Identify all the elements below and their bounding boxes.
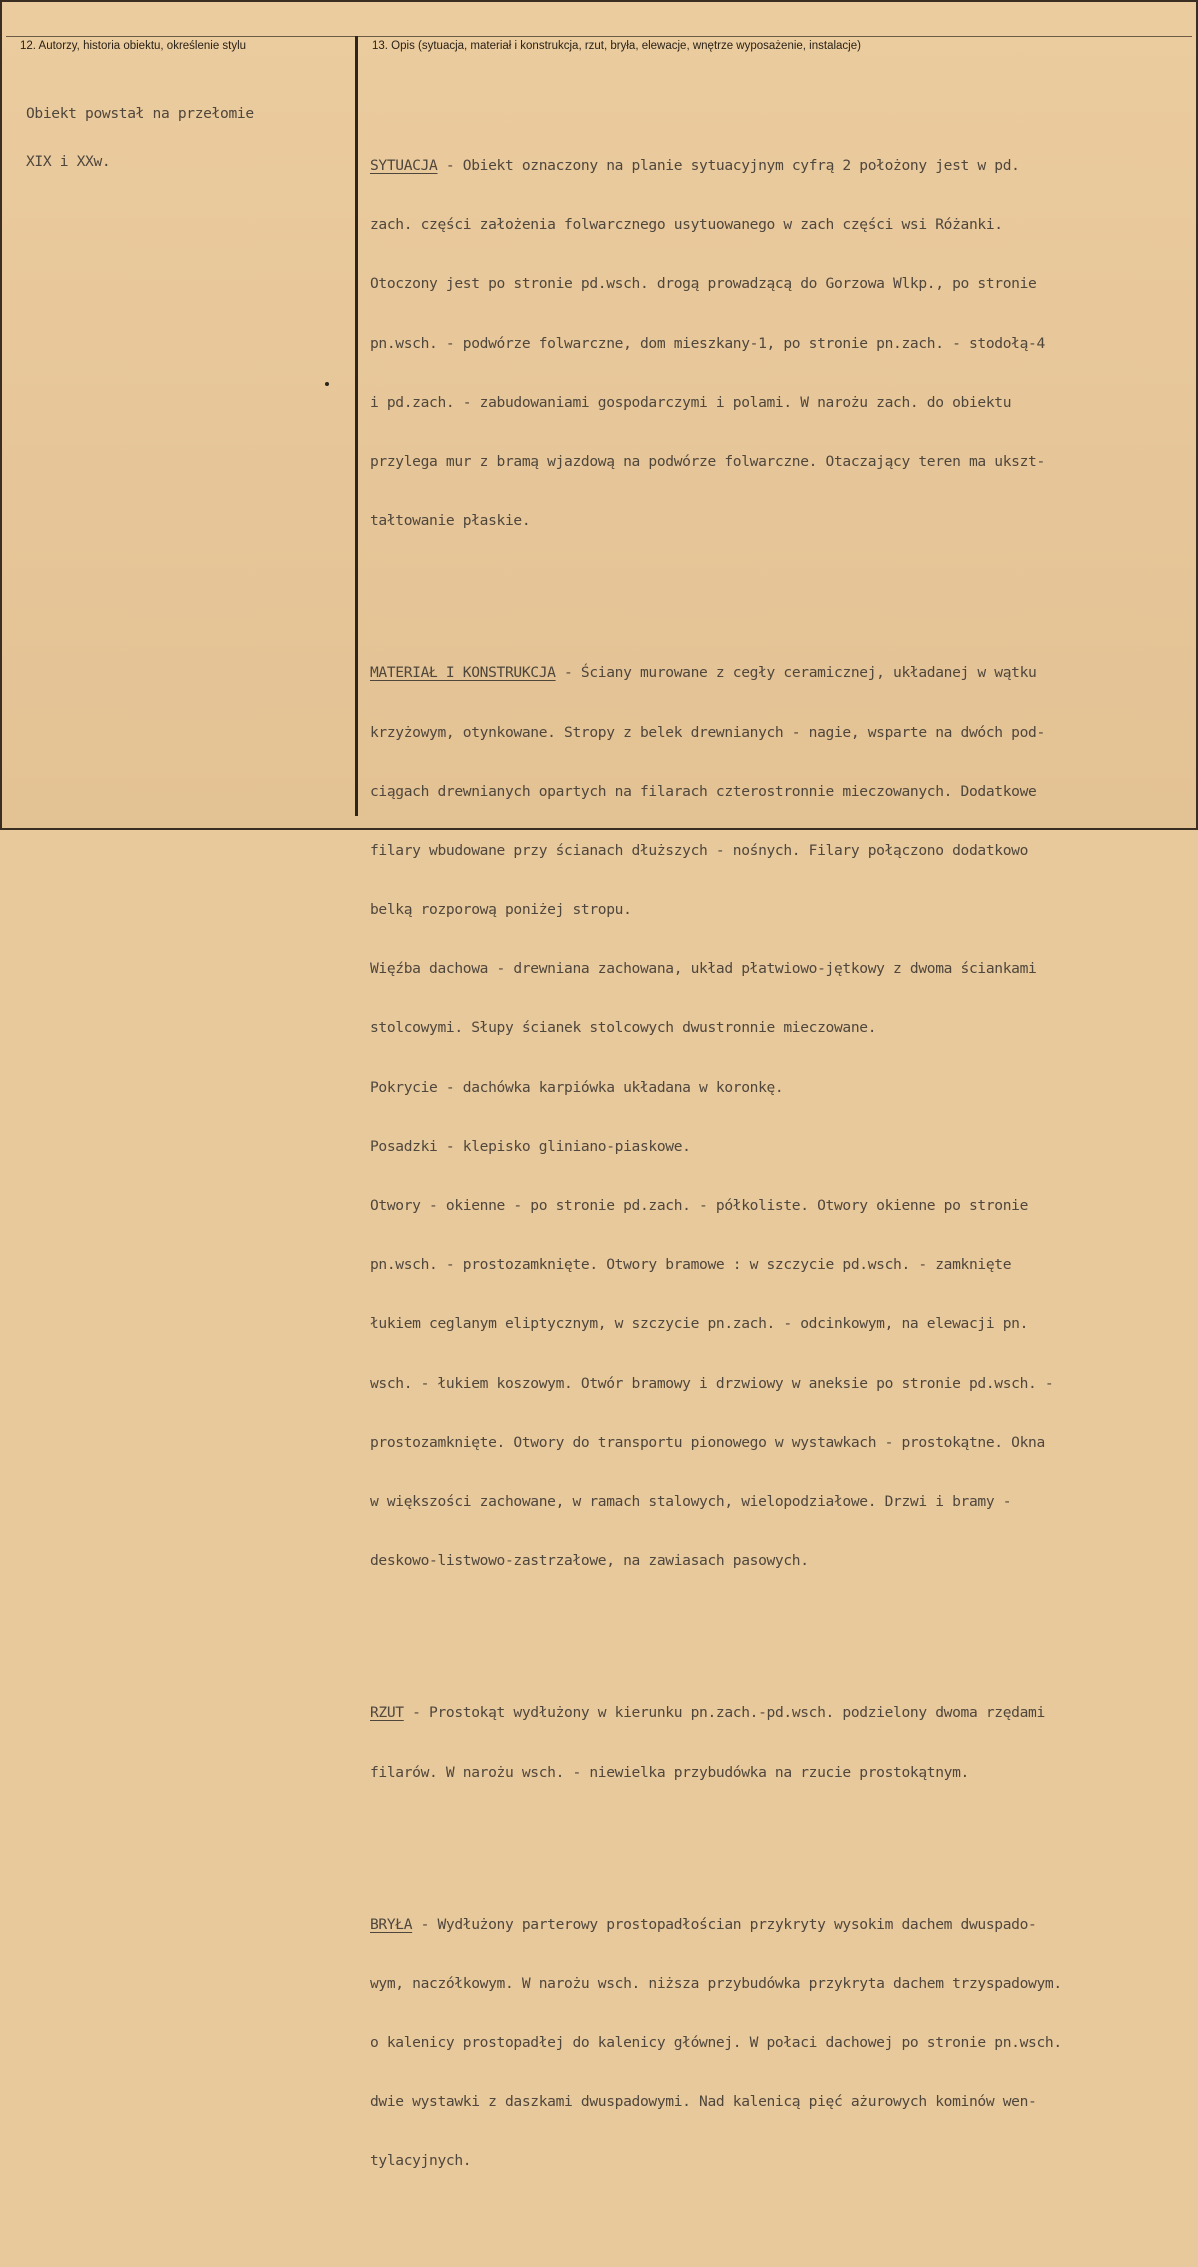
text-line: stolcowymi. Słupy ścianek stolcowych dwustronnie mieczowane. [370,1019,877,1037]
text-run: - Obiekt oznaczony na planie sytuacyjnym cyfrą 2 położony jest w pd. [437,157,1020,174]
column-divider [355,36,358,816]
heading-sytuacja: SYTUACJA [370,157,438,174]
heading-rzut: RZUT [370,1704,404,1722]
text-line: przylega mur z bramą wjazdową na podwórze folwarczne. Otaczający teren ma ukszt- [370,452,1045,470]
margin-dot [325,382,329,386]
paragraph-first-line [370,1700,1190,1725]
text-line: deskowo-listwowo-zastrzałowe, na zawiasach pasowych. [370,1552,809,1570]
text-line: zach. części założenia folwarcznego usytuowanego w zach części wsi Różanki. [370,216,1003,234]
text-line: łukiem ceglanym eliptycznym, w szczycie pn.zach. - odcinkowym, na elewacji pn. [370,1315,1029,1333]
text-line: Więźba dachowa - drewniana zachowana, układ płatwiowo-jętkowy z dwoma ściankami [370,960,1037,978]
history-text [26,74,254,202]
heading-bryla: BRYŁA [370,1915,413,1933]
text-line: ciągach drewnianych opartych na filarach czterostronnie mieczowanych. Dodatkowe [370,782,1037,800]
text-line: filary wbudowane przy ścianach dłuższych - nośnych. Filary połączono dodatkowo [370,841,1029,859]
text-line: pn.wsch. - prostozamknięte. Otwory bramowe : w szczycie pd.wsch. - zamknięte [370,1256,1012,1274]
text-run: - Wydłużony parterowy prostopadłościan przykryty wysokim dachem dwuspado- [412,1915,1037,1933]
heading-material: MATERIAŁ I KONSTRUKCJA [370,664,556,682]
history-line: Obiekt powstał na przełomie [26,105,254,122]
text-line: tałtowanie płaskie. [370,512,531,530]
text-run: - Prostokąt wydłużony w kierunku pn.zach.-pd.wsch. podzielony dwoma rzędami [403,1704,1045,1722]
paragraph-first-line [370,660,1190,685]
text-line: w większości zachowane, w ramach stalowych, wielopodziałowe. Drzwi i bramy - [370,1492,1012,1510]
text-line: wsch. - łukiem koszowym. Otwór bramowy i drzwiowy w aneksie po stronie pd.wsch. - [370,1374,1054,1392]
text-line: Otoczony jest po stronie pd.wsch. drogą prowadzącą do Gorzowa Wlkp., po stronie [370,275,1037,293]
paragraph-sytuacja [370,119,1190,567]
text-line: i pd.zach. - zabudowaniami gospodarczymi i polami. W narożu zach. do obiektu [370,393,1012,411]
text-line: pn.wsch. - podwórze folwarczne, dom mieszkany-1, po stronie pn.zach. - stodołą-4 [370,334,1045,352]
text-line: belką rozporową poniżej stropu. [370,901,632,919]
paragraph-rzut [370,1666,1190,1818]
text-line: Pokrycie - dachówka karpiówka układana w koronkę. [370,1078,784,1096]
text-line: o kalenicy prostopadłej do kalenicy głównej. W połaci dachowej po stronie pn.wsch. [370,2034,1062,2052]
text-line: dwie wystawki z daszkami dwuspadowymi. Nad kalenicą pięć ażurowych kominów wen- [370,2093,1037,2111]
text-line: prostozamknięte. Otwory do transportu pionowego w wystawkach - prostokątne. Okna [370,1433,1045,1451]
section-13-header: 13. Opis (sytuacja, materiał i konstrukcja, rzut, bryła, elewacje, wnętrze wyposażenie, instalacje) [372,40,861,52]
paragraph-material [370,626,1190,1607]
paragraph-bryla [370,1878,1190,2208]
text-run: - Ściany murowane z cegły ceramicznej, układanej w wątku [555,664,1037,682]
description-body [370,68,1190,2267]
text-line: Otwory - okienne - po stronie pd.zach. - półkoliste. Otwory okienne po stronie [370,1197,1029,1214]
section-12-header: 12. Autorzy, historia obiektu, określenie stylu [20,40,247,52]
text-line: tylacyjnych. [370,2152,472,2170]
text-line: krzyżowym, otynkowane. Stropy z belek drewnianych - nagie, wsparte na dwóch pod- [370,723,1045,741]
paragraph-first-line [370,153,1190,178]
history-line: XIX i XXw. [26,153,111,170]
text-line: Posadzki - klepisko gliniano-piaskowe. [370,1137,691,1155]
text-line: wym, naczółkowym. W narożu wsch. niższa przybudówka przykryta dachem trzyspadowym. [370,1974,1062,1992]
header-rule [6,36,1192,37]
paragraph-first-line [370,1912,1190,1937]
text-line: filarów. W narożu wsch. - niewielka przybudówka na rzucie prostokątnym. [370,1763,969,1781]
